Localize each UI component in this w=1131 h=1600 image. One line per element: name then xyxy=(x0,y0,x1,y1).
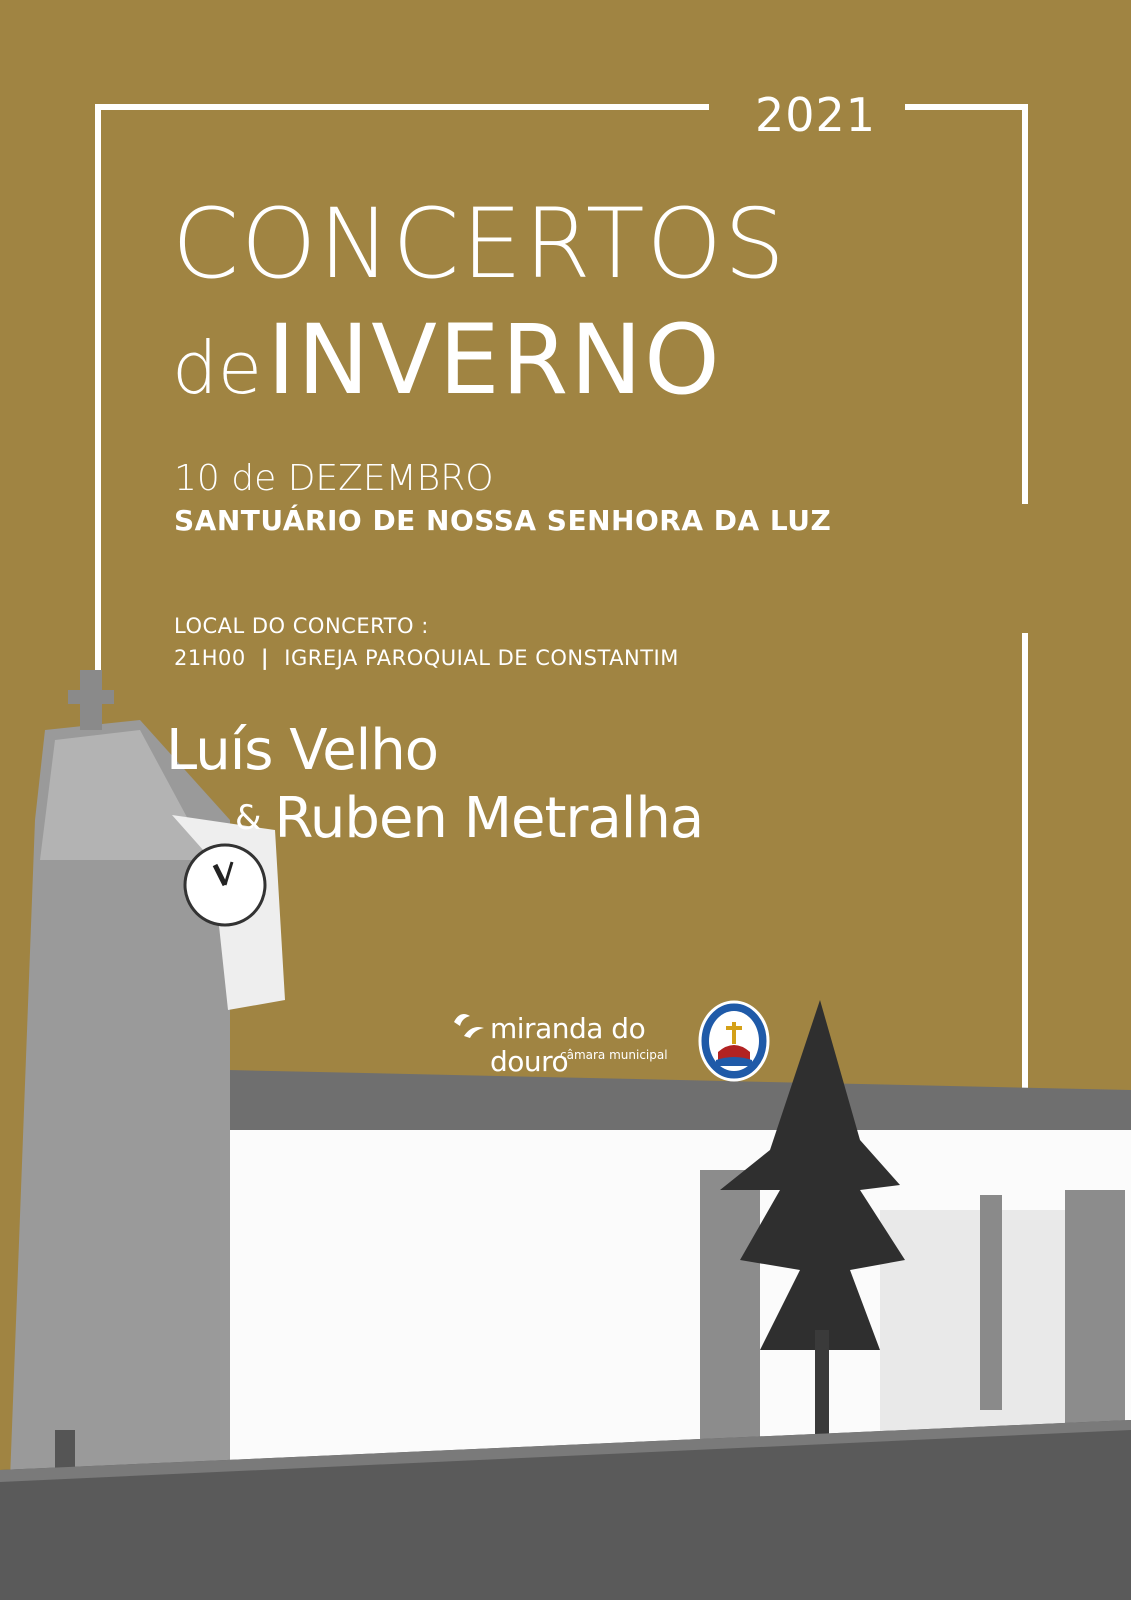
concert-location-label: LOCAL DO CONCERTO : xyxy=(174,614,429,638)
title-connector: de xyxy=(172,326,262,410)
title-line-2 xyxy=(172,304,722,416)
concert-location-detail xyxy=(174,646,679,670)
year: 2021 xyxy=(755,88,877,142)
artist-2-line xyxy=(235,786,703,851)
miranda-do-douro-logo xyxy=(450,1010,670,1078)
leaf-icon xyxy=(450,1010,490,1040)
event-date: 10 de DEZEMBRO xyxy=(174,458,494,499)
frame-top-left xyxy=(95,104,709,110)
artist-2: Ruben Metralha xyxy=(274,786,704,851)
title-main-word: INVERNO xyxy=(267,304,722,416)
frame-top-right xyxy=(905,104,1028,110)
concert-time: 21H00 xyxy=(174,646,246,670)
event-venue: SANTUÁRIO DE NOSSA SENHORA DA LUZ xyxy=(174,504,832,537)
title-line-1: CONCERTOS xyxy=(172,188,787,300)
diocese-seal-icon xyxy=(698,1000,770,1082)
municipality-name: miranda do douro xyxy=(490,1012,646,1078)
artist-1: Luís Velho xyxy=(166,718,438,783)
separator: | xyxy=(260,646,270,670)
concert-place: IGREJA PAROQUIAL DE CONSTANTIM xyxy=(284,646,679,670)
frame-right-upper xyxy=(1022,104,1028,504)
municipality-sub: câmara municipal xyxy=(560,1048,668,1062)
ampersand: & xyxy=(235,798,261,838)
frame-left xyxy=(95,104,101,724)
